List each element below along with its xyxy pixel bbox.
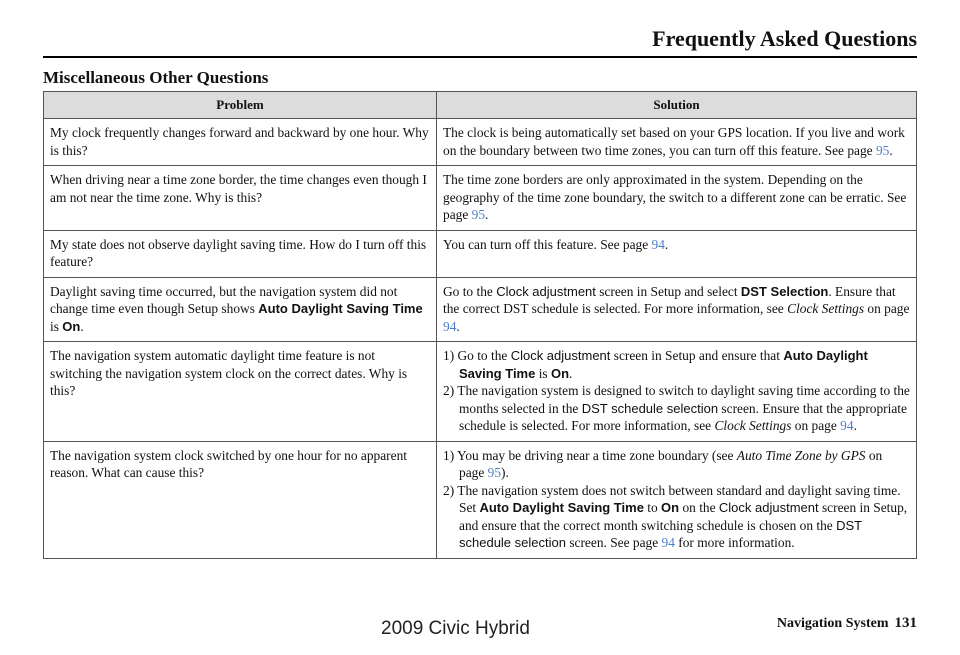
- problem-cell: The navigation system clock switched by one hour for no apparent reason. What can cause this?: [44, 441, 437, 558]
- problem-cell: The navigation system automatic daylight time feature is not switching the navigation system clock on the correct dates. Why is this?: [44, 342, 437, 442]
- table-row: [44, 230, 917, 277]
- solution-cell: You can turn off this feature. See page 94.: [437, 230, 917, 277]
- table-header-row: [44, 92, 917, 119]
- problem-cell: My clock frequently changes forward and backward by one hour. Why is this?: [44, 119, 437, 166]
- solution-cell: The time zone borders are only approximated in the system. Depending on the geography of the time zone boundary, the switch to a different zone can be erratic. See page 95.: [437, 166, 917, 231]
- problem-cell: When driving near a time zone border, the time changes even though I am not near the time zone. Why is this?: [44, 166, 437, 231]
- table-row: [44, 119, 917, 166]
- header-rule: [43, 56, 917, 58]
- solution-step: 2) The navigation system does not switch between standard and daylight saving time. Set Auto Daylight Saving Time to On on the Clock adjustment screen in Setup, and ensure that the correct month switching schedule is chosen on the DST schedule selection screen. See page 94 for more information.: [443, 482, 908, 550]
- solution-cell: [437, 441, 917, 558]
- table-row: [44, 342, 917, 442]
- column-header-solution: Solution: [437, 92, 917, 119]
- faq-table: [43, 91, 917, 559]
- solution-cell: [437, 342, 917, 442]
- page-header-title: Frequently Asked Questions: [652, 26, 917, 51]
- solution-step: 2) The navigation system is designed to switch to daylight saving time according to the months selected in the DST schedule selection screen. Ensure that the appropriate schedule is selected. For more information, see Clock Settings on page 94.: [443, 383, 910, 433]
- problem-cell: My state does not observe daylight saving time. How do I turn off this feature?: [44, 230, 437, 277]
- solution-cell: The clock is being automatically set based on your GPS location. If you live and work on the boundary between two time zones, you can turn off this feature. See page 95.: [437, 119, 917, 166]
- section-title: Miscellaneous Other Questions: [43, 68, 269, 87]
- table-row: [44, 441, 917, 558]
- solution-step: 1) You may be driving near a time zone boundary (see Auto Time Zone by GPS on page 95).: [443, 447, 883, 480]
- problem-cell: Daylight saving time occurred, but the navigation system did not change time even though Setup shows Auto Daylight Saving Time is On.: [44, 277, 437, 342]
- page-link[interactable]: 94: [443, 318, 457, 334]
- solution-cell: Go to the Clock adjustment screen in Setup and select DST Selection. Ensure that the correct DST schedule is selected. For more information, see Clock Settings on page 94.: [437, 277, 917, 342]
- page-link[interactable]: 94: [651, 236, 665, 252]
- page-number: 131: [894, 615, 917, 631]
- watermark: 2009 Civic Hybrid: [381, 618, 530, 639]
- table-row: [44, 277, 917, 342]
- page-link[interactable]: 95: [875, 142, 890, 158]
- footer-label: Navigation System: [776, 616, 889, 631]
- table-row: [44, 166, 917, 231]
- page-link[interactable]: 94: [840, 418, 854, 433]
- column-header-problem: Problem: [44, 92, 437, 119]
- page-link[interactable]: 94: [661, 535, 675, 550]
- page-link[interactable]: 95: [471, 207, 486, 222]
- page-link[interactable]: 95: [487, 465, 502, 480]
- solution-step: 1) Go to the Clock adjustment screen in Setup and ensure that Auto Daylight Saving Time is On.: [443, 348, 868, 381]
- page-footer: [777, 615, 917, 632]
